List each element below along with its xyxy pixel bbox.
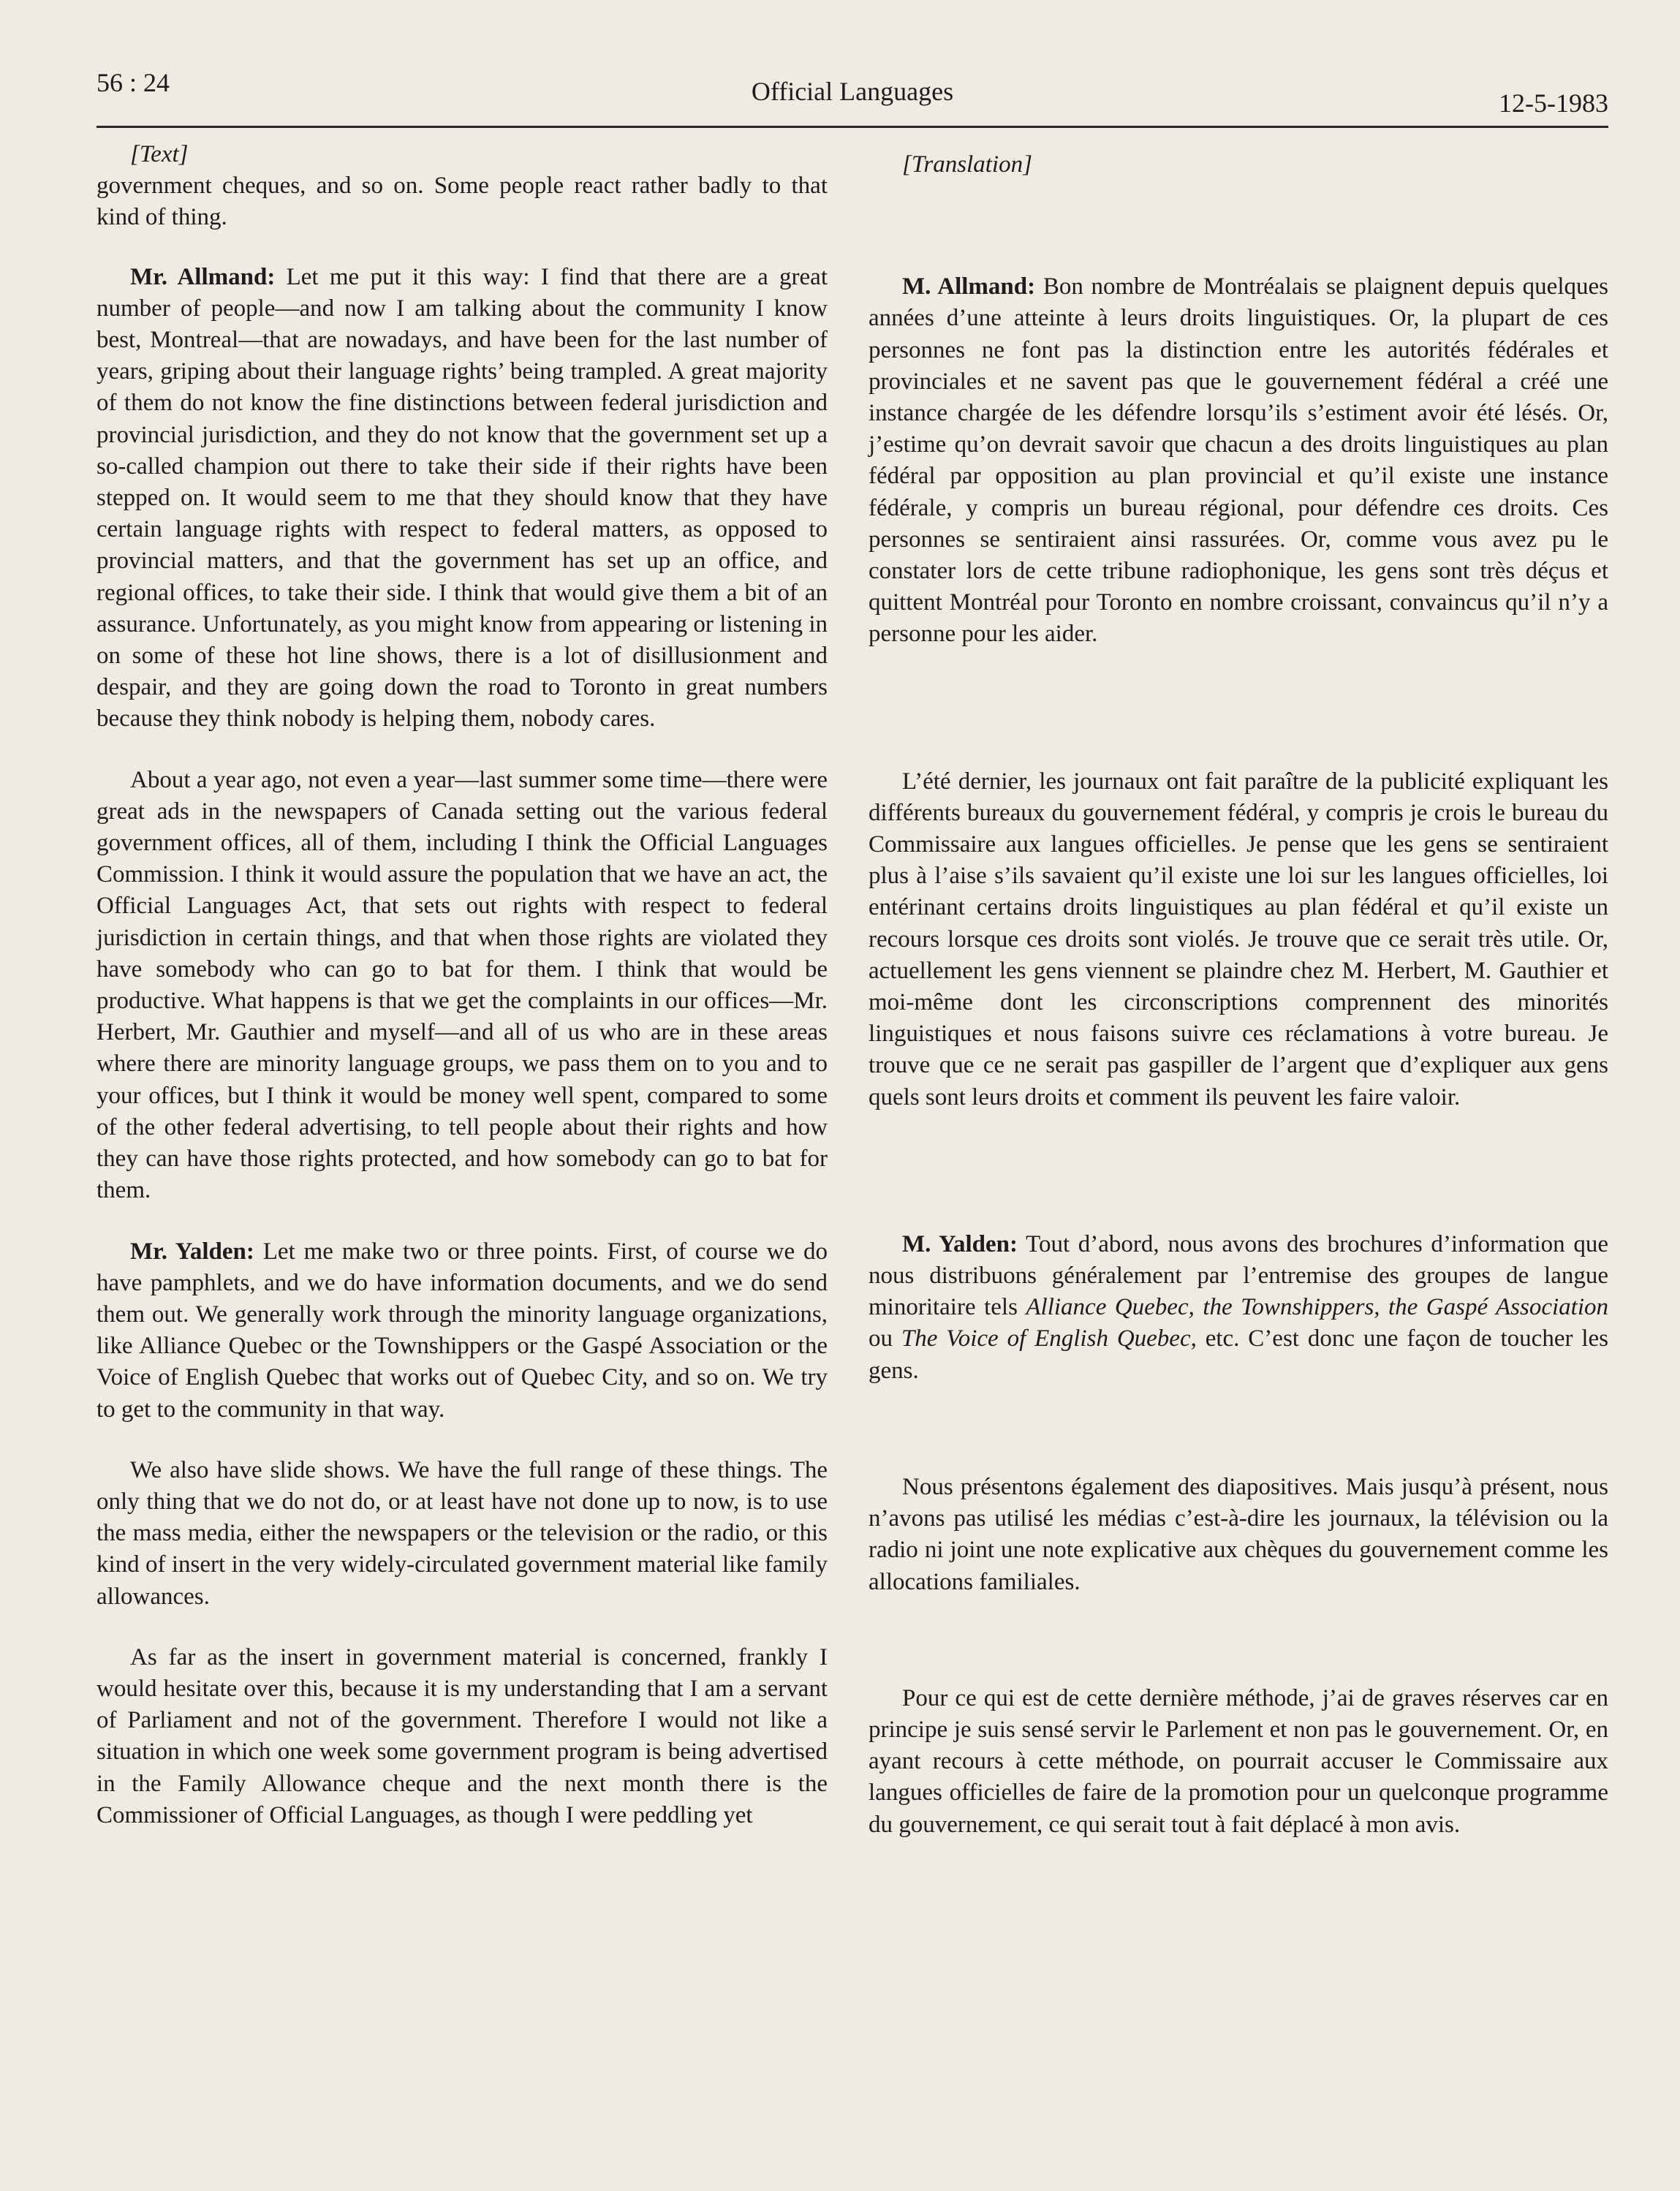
paragraph: Nous présentons également des diapositives. Mais jusqu’à présent, nous n’avons pas utilisé les médias c’est-à-dire les journaux, la télévision ou la radio ni joint une note explicative aux chèques du gouvernement comme les allocations familiales.	[869, 1473, 1608, 1595]
paragraph: As far as the insert in government material is concerned, frankly I would hesitate over this, because it is my understanding that I am a servant of Parliament and not of the government. Therefore I would not like a situation in which one week some government program is being advertised in the Family Allowance cheque and the next month there is the Commissioner of Official Languages, as though I were peddling yet	[97, 1643, 828, 1828]
section-label-translation: [Translation]	[902, 151, 1032, 178]
speech-text: Let me put it this way: I find that there are a great number of people—and now I am talking about the community I know best, Montreal—that are nowadays, and have been for the last number of years, griping about their language rights’ being trampled. A great majority of them do not know the fine distinctions between federal jurisdiction and provincial jurisdiction, and they do not know that the government set up a so-called champion out there to take their side if their rights have been stepped on. It would seem to me that they should know that they have certain language rights with respect to federal matters, as opposed to provincial matters, and that the government has set up an office, and regional offices, to take their side. I think that would give them a bit of an assurance. Unfortunately, as you might know from appearing or listening in on some of these hot line shows, there is a lot of disillusionment and despair, and they are going down the road to Toronto in great numbers because they think nobody is helping them, nobody cares.	[97, 263, 828, 733]
speech-yalden-fr	[869, 1229, 1608, 1387]
page-date: 12-5-1983	[1499, 88, 1608, 118]
page-number: 56 : 24	[97, 68, 170, 97]
paragraph: We also have slide shows. We have the full range of these things. The only thing that we do not do, or at least have not done up to now, is to use the mass media, either the newspapers or the television or the radio, or this kind of insert in the very widely-circulated government material like family allowances.	[97, 1456, 828, 1610]
speech-text: Tout d’abord, nous avons des brochures d’information que nous distribuons généralement par l’entremise des groupes de langue minoritaire tels	[869, 1230, 1608, 1321]
speech-text: Let me make two or three points. First, of course we do have pamphlets, and we do have information documents, and we do send them out. We generally work through the minority language organizations, like Alliance Quebec or the Townshippers or the Gaspé Association or the Voice of English Quebec that works out of Quebec City, and so on. We try to get to the community in that way.	[97, 1238, 828, 1423]
speech-text: Bon nombre de Montréalais se plaignent depuis quelques années d’une atteinte à leurs droits linguistiques. Or, la plupart de ces personnes ne font pas la distinction entre les autorités fédérales et provinciales et ne savent pas que le gouvernement fédéral a créé une instance chargée de les défendre lorsqu’ils s’estiment avoir été lésés. Or, j’estime qu’on devrait savoir que chacun a des droits linguistiques au plan fédéral par opposition au plan provincial et qu’il existe une instance fédérale, y compris un bureau régional, pour défendre ces droits. Ces personnes se sentiraient ainsi rassurées. Or, comme vous avez pu le constater lors de cette tribune radiophonique, les gens sont très déçus et quittent Montréal pour Toronto en nombre croissant, convaincus qu’il n’y a personne pour les aider.	[869, 273, 1608, 648]
paragraph: Pour ce qui est de cette dernière méthode, j’ai de graves réserves car en principe je suis sensé servir le Parlement et non pas le gouvernement. Or, en ayant recours à cette méthode, on pourrait accuser le Commissaire aux langues officielles de faire de la promotion pour un quelconque programme du gouvernement, ce qui serait tout à fait déplacé à mon avis.	[869, 1684, 1608, 1838]
speech-text: ou	[869, 1325, 901, 1352]
speaker-name: M. Yalden:	[902, 1230, 1018, 1257]
page-title: Official Languages	[751, 77, 954, 106]
english-column	[97, 139, 828, 1831]
speech-allmand-fr	[869, 271, 1608, 650]
paragraph: L’été dernier, les journaux ont fait paraître de la publicité expliquant les différents bureaux du gouvernement fédéral, y compris je crois le bureau du Commissaire aux langues officielles. Je pense que les gens se sentiraient plus à l’aise s’ils savaient qu’il existe une loi sur les langues officielles, loi entérinant certains droits linguistiques au plan fédéral et qu’il existe un recours lorsque ces droits sont violés. Je trouve que ce serait très utile. Or, actuellement les gens viennent se plaindre chez M. Herbert, M. Gauthier et moi-même dont les circonscriptions comprennent des minorités linguistiques et nous faisons suivre ces réclamations à votre bureau. Je trouve que ce ne serait pas gaspiller de l’argent que d’expliquer aux gens quels sont leurs droits et comment ils peuvent les faire valoir.	[869, 768, 1608, 1110]
speaker-name: Mr. Allmand:	[130, 263, 276, 290]
speaker-name: M. Allmand:	[902, 273, 1036, 300]
speech-yalden	[97, 1236, 828, 1426]
section-label-text: [Text]	[130, 141, 189, 167]
paragraph: government cheques, and so on. Some people react rather badly to that kind of thing.	[97, 173, 828, 231]
organization-name: The Voice of English Quebec	[901, 1325, 1191, 1352]
speech-text: , etc. C’est donc une façon de toucher les gens.	[869, 1325, 1608, 1384]
french-column	[869, 139, 1608, 1841]
header-rule	[97, 126, 1608, 128]
organization-names: Alliance Quebec, the Townshippers, the Gaspé Association	[1026, 1294, 1608, 1321]
speech-allmand	[97, 262, 828, 735]
speaker-name: Mr. Yalden:	[130, 1238, 254, 1265]
paragraph: About a year ago, not even a year—last summer some time—there were great ads in the newspapers of Canada setting out the various federal government offices, all of them, including I think the Official Languages Commission. I think it would assure the population that we have an act, the Official Languages Act, that sets out rights with respect to federal jurisdiction in certain things, and that when those rights are violated they have somebody who can go to bat for them. I think that would be productive. What happens is that we get the complaints in our offices—Mr. Herbert, Mr. Gauthier and myself—and all of us who are in these areas where there are minority language groups, we pass them on to you and to your offices, but I think it would be money well spent, compared to some of the other federal advertising, to tell people about their rights and how they can have those rights protected, and how somebody can go to bat for them.	[97, 766, 828, 1204]
page-header	[97, 67, 1608, 127]
